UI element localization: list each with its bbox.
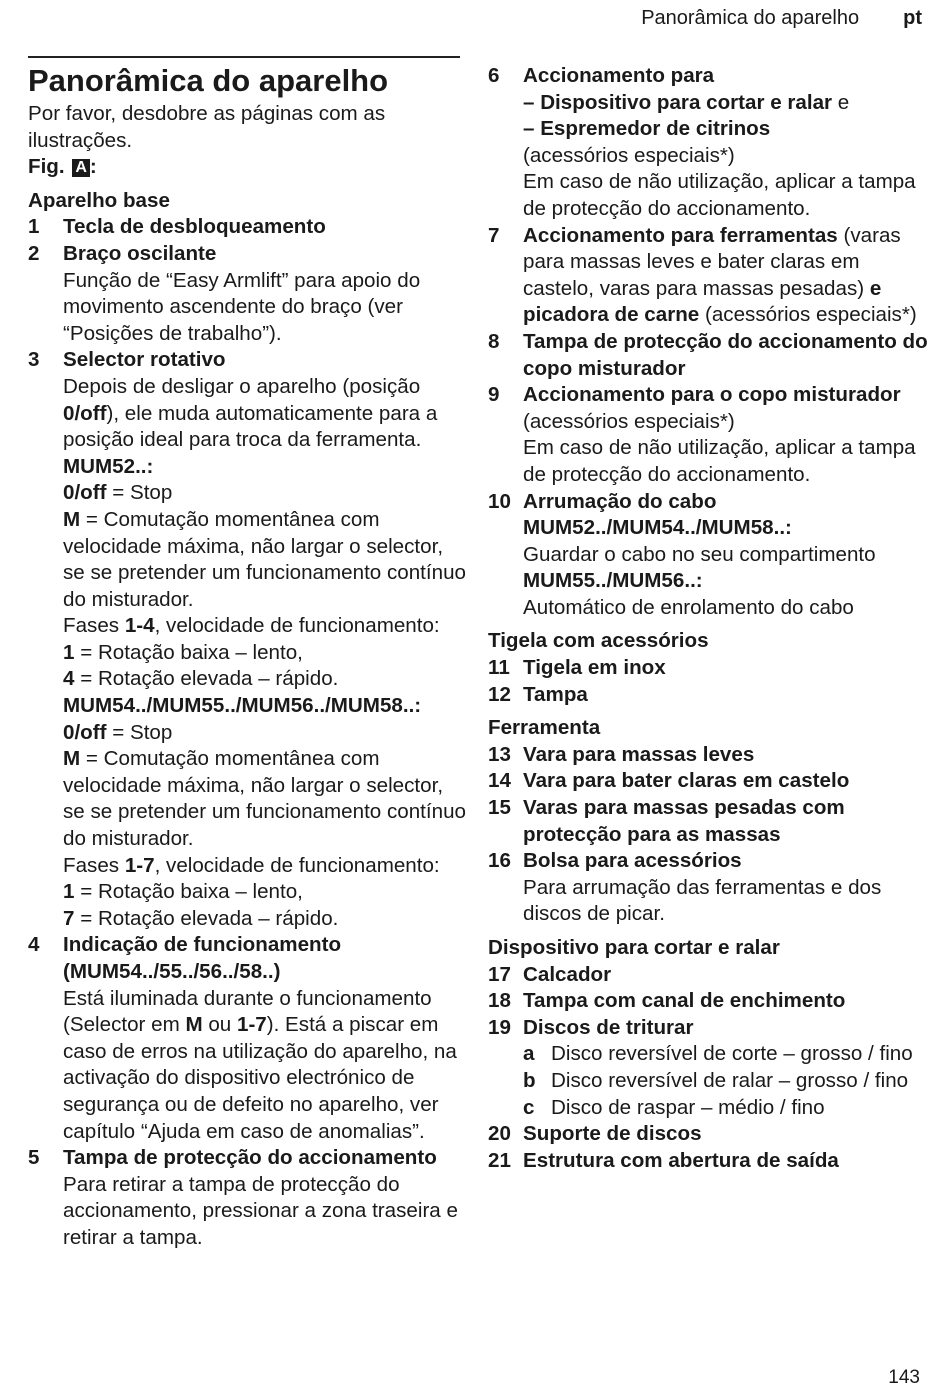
list-item — [28, 241, 468, 347]
setting-fases: Fases 1-4, velocidade de funcionamento: — [63, 614, 440, 638]
item-title: Selector rotativo — [63, 348, 226, 372]
intro-text: Por favor, desdobre as páginas com as ilustrações. — [28, 102, 386, 152]
list-item — [488, 988, 928, 1015]
item-title: Accionamento para o copo misturador — [523, 383, 901, 407]
page-number: 143 — [888, 1367, 920, 1388]
list-item — [488, 329, 928, 382]
item-option: – Dispositivo para cortar e ralar e — [523, 90, 850, 114]
running-header-title: Panorâmica do aparelho — [641, 7, 860, 29]
model-label: MUM52..: — [63, 454, 154, 478]
list-item — [488, 962, 928, 989]
setting-m: M = Comutação momentânea com velocidade máxima, não largar o selector, se se pretender um funcionamento contínuo do misturador. — [63, 747, 466, 851]
section-heading-bowl: Tigela com acessórios — [488, 629, 709, 653]
item-number: 10 — [488, 489, 511, 513]
item-number: 16 — [488, 849, 511, 873]
list-item — [488, 848, 928, 928]
item-number: 7 — [488, 223, 500, 247]
item-number: 4 — [28, 933, 40, 957]
list-item — [488, 223, 928, 329]
sub-item-letter: c — [523, 1095, 535, 1119]
item-number: 19 — [488, 1015, 511, 1039]
item-number: 21 — [488, 1148, 511, 1172]
language-code: pt — [903, 7, 922, 29]
setting-low: 1 = Rotação baixa – lento, — [63, 880, 303, 904]
item-option: – Espremedor de citrinos — [523, 117, 771, 141]
item-number: 3 — [28, 348, 40, 372]
section-heading-base: Aparelho base — [28, 188, 170, 212]
title-rule — [28, 56, 460, 58]
list-item — [488, 795, 928, 848]
figure-letter-box: A — [72, 159, 90, 177]
item-text: Accionamento para ferramentas (varas para massas leves e bater claras em castelo, varas para massas pesadas) e picadora de carne (acessórios especiais*) — [523, 223, 917, 327]
list-item — [488, 382, 928, 488]
sub-item-text: Disco reversível de corte – grosso / fino — [551, 1042, 913, 1066]
list-item — [28, 347, 468, 932]
item-number: 11 — [488, 656, 510, 680]
item-description: Em caso de não utilização, aplicar a tampa de protecção do accionamento. — [523, 436, 916, 486]
list-item — [28, 214, 468, 241]
item-number: 1 — [28, 215, 40, 239]
running-header — [641, 5, 922, 31]
page-title: Panorâmica do aparelho — [28, 63, 389, 98]
item-description: Função de “Easy Armlift” para apoio do movimento ascendente do braço (ver “Posições de trabalho”). — [63, 268, 421, 345]
item-title: Tampa de protecção do accionamento — [63, 1146, 437, 1170]
setting-off: 0/off = Stop — [63, 720, 173, 744]
sub-item-text: Disco de raspar – médio / fino — [551, 1095, 825, 1119]
item-description: Está iluminada durante o funcionamento (Selector em M ou 1-7). Está a piscar em caso de erros na utilização do aparelho, na activação do dispositivo electrónico de segurança ou de defeito no aparelho, ver capítulo “Ajuda em caso de anomalias”. — [63, 986, 457, 1143]
model-label: MUM55../MUM56..: — [523, 569, 703, 593]
item-description: Para arrumação das ferramentas e dos discos de picar. — [523, 875, 882, 926]
section-heading-slicer: Dispositivo para cortar e ralar — [488, 936, 780, 959]
item-title: Estrutura com abertura de saída — [523, 1148, 839, 1172]
setting-fases: Fases 1-7, velocidade de funcionamento: — [63, 853, 440, 877]
item-title: Accionamento para — [523, 64, 715, 87]
item-text: Accionamento para o copo misturador (acessórios especiais*) — [523, 383, 901, 433]
list-item — [28, 1145, 468, 1251]
setting-high: 4 = Rotação elevada – rápido. — [63, 667, 339, 691]
setting-off: 0/off = Stop — [63, 481, 173, 505]
list-item — [488, 63, 928, 223]
list-item — [488, 768, 928, 795]
list-item — [488, 682, 928, 709]
item-title: Tecla de desbloqueamento — [63, 215, 326, 239]
item-number: 13 — [488, 742, 511, 766]
item-title: Varas para massas pesadas com protecção para as massas — [523, 796, 845, 846]
item-accessory-note: (acessórios especiais*) — [523, 143, 735, 167]
list-item — [28, 932, 468, 1145]
list-item — [488, 1148, 928, 1175]
sub-item — [523, 1095, 928, 1122]
sub-item-text: Disco reversível de ralar – grosso / fino — [551, 1068, 909, 1092]
item-number: 17 — [488, 962, 511, 986]
item-title: Tampa de protecção do accionamento do copo misturador — [523, 329, 928, 380]
item-title: Calcador — [523, 962, 612, 986]
item-number: 12 — [488, 682, 511, 706]
item-description: Depois de desligar o aparelho (posição 0/off), ele muda automaticamente para a posição ideal para troca da ferramenta. — [63, 374, 438, 452]
item-description: Para retirar a tampa de protecção do accionamento, pressionar a zona traseira e retirar a tampa. — [63, 1172, 458, 1249]
item-number: 9 — [488, 383, 500, 407]
item-title: Accionamento para ferramentas — [523, 223, 838, 247]
item-number: 18 — [488, 989, 511, 1013]
left-column — [28, 63, 468, 1252]
item-number: 2 — [28, 241, 40, 265]
item-number: 6 — [488, 64, 500, 87]
figure-reference: Fig. A : — [28, 155, 97, 179]
item-title: Vara para massas leves — [523, 742, 755, 766]
section-heading-tools: Ferramenta — [488, 716, 601, 740]
model-label: MUM54../MUM55../MUM56../MUM58..: — [63, 694, 422, 718]
item-number: 15 — [488, 796, 511, 820]
item-number: 14 — [488, 769, 511, 793]
model-label: MUM52../MUM54../MUM58..: — [523, 516, 792, 540]
right-column — [488, 63, 928, 1174]
item-number: 20 — [488, 1122, 511, 1146]
item-title: Tigela em inox — [523, 656, 666, 680]
item-title: Tampa — [523, 682, 588, 706]
sub-item-letter: a — [523, 1042, 535, 1066]
list-item — [488, 1015, 928, 1121]
list-item — [488, 489, 928, 622]
item-title: Braço oscilante — [63, 241, 217, 265]
list-item — [488, 1121, 928, 1148]
list-item — [488, 655, 928, 682]
item-description: Em caso de não utilização, aplicar a tampa de protecção do accionamento. — [523, 170, 916, 220]
list-item — [488, 742, 928, 769]
sub-item — [523, 1068, 928, 1095]
item-title: Vara para bater claras em castelo — [523, 769, 850, 793]
item-description: Guardar o cabo no seu compartimento — [523, 542, 876, 566]
sub-item — [523, 1041, 928, 1068]
setting-m: M = Comutação momentânea com velocidade máxima, não largar o selector, se se pretender um funcionamento contínuo do misturador. — [63, 507, 466, 611]
item-number: 5 — [28, 1146, 40, 1170]
item-title: Discos de triturar — [523, 1015, 694, 1039]
item-title: Tampa com canal de enchimento — [523, 989, 846, 1013]
setting-low: 1 = Rotação baixa – lento, — [63, 640, 303, 664]
item-title: Indicação de funcionamento (MUM54../55../56../58..) — [63, 933, 342, 983]
item-number: 8 — [488, 329, 500, 353]
setting-high: 7 = Rotação elevada – rápido. — [63, 906, 339, 930]
item-description: Automático de enrolamento do cabo — [523, 595, 854, 619]
sub-item-letter: b — [523, 1068, 536, 1092]
item-title: Bolsa para acessórios — [523, 849, 742, 873]
item-title: Arrumação do cabo — [523, 489, 717, 513]
item-title: Suporte de discos — [523, 1122, 702, 1146]
